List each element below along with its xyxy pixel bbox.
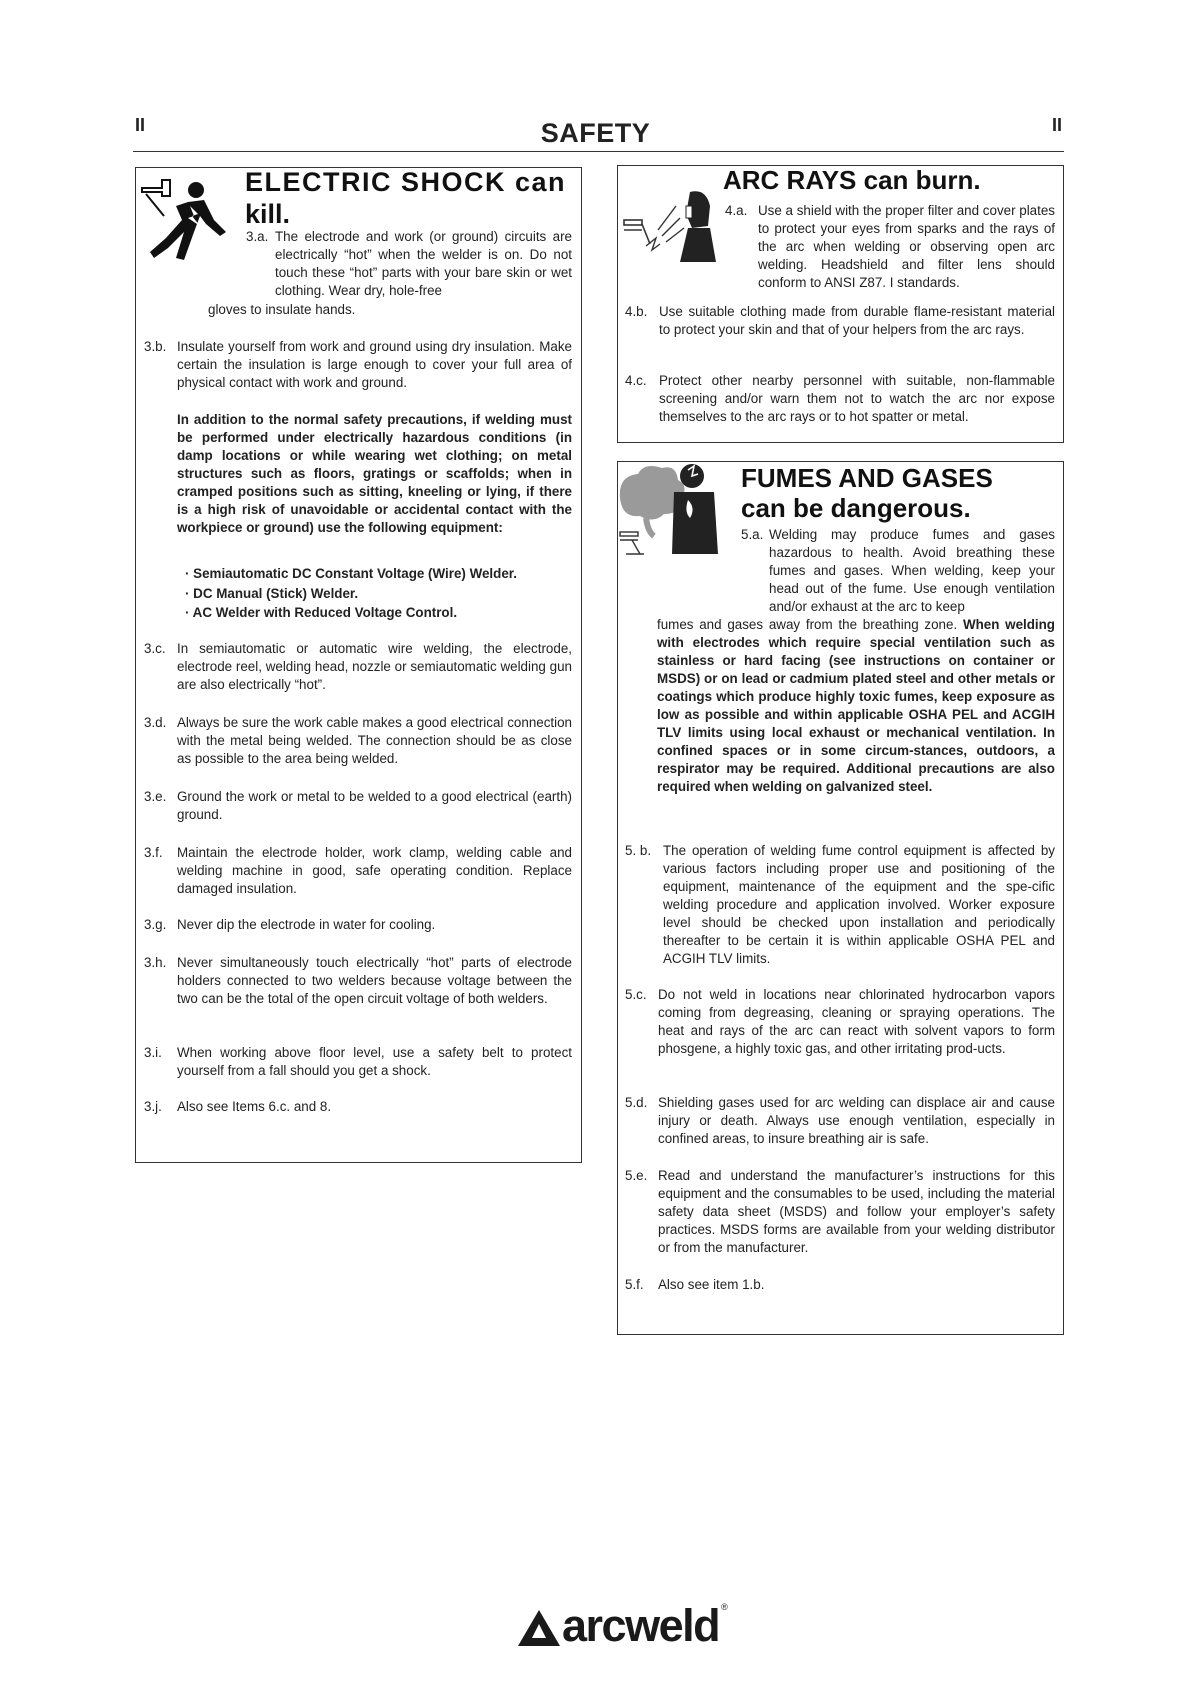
item-3g [144,916,572,934]
fumes-heading-line1: FUMES AND GASES [741,463,993,493]
item-number: 3.i. [144,1045,162,1060]
item-number: 3.c. [144,641,166,656]
fumes-heading-line2: can be dangerous. [741,493,971,523]
page-mark-right: II [1052,115,1063,135]
item-text: Use a shield with the proper filter and cover plates to protect your eyes from sparks and the rays of the arc when welding or observing open arc welding. Headshield and filter lens should conform to ANSI Z87. I standards. [758,203,1055,290]
item-3d [144,714,572,768]
item-text: In semiautomatic or automatic wire welding, the electrode, electrode reel, welding head, nozzle or semiautomatic welding gun are also electrically “hot”. [177,641,572,692]
item-text: The electrode and work (or ground) circuits are electrically “hot” when the welder is on. Do not touch these “hot” parts with your bare skin or wet clothing. Wear dry, hole-free [275,229,572,298]
item-number: 5.e. [625,1168,648,1183]
item-4b [625,303,1055,339]
item-5d [625,1094,1055,1148]
item-4a [725,202,1055,292]
item-text: Never simultaneously touch electrically “hot” parts of electrode holders connected to two welders because voltage between the two can be the total of the open circuit voltage of both welders. [177,955,572,1006]
item-number: 5.a. [741,527,764,542]
item-text: Always be sure the work cable makes a good electrical connection with the metal being welded. The connection should be as close as possible to the area being welded. [177,715,572,766]
arc-rays-welder-icon [620,186,720,262]
item-5c [625,986,1055,1058]
item-text: Also see Items 6.c. and 8. [177,1099,332,1114]
item-number: 5.d. [625,1095,648,1110]
header-rule [133,151,1064,152]
equipment-item: · AC Welder with Reduced Voltage Control. [185,605,458,620]
brand-registered-mark: ® [721,1602,728,1612]
item-number: 3.f. [144,845,163,860]
item-text: When working above floor level, use a safety belt to protect yourself from a fall should you get a shock. [177,1045,572,1078]
arcweld-logo [516,1598,728,1651]
item-3j [144,1098,572,1116]
item-5a-continued-plain: fumes and gases away from the breathing zone. [657,617,963,632]
equipment-item: · DC Manual (Stick) Welder. [185,585,359,601]
item-4c [625,372,1055,426]
shock-heading-line2: kill. [245,199,291,229]
item-text: The operation of welding fume control equipment is affected by various factors including proper use and positioning of the equipment, maintenance of the equipment and the spe-cific welding procedure and application involved. Worker exposure level should be checked upon installation and periodically thereafter to be certain it is within applicable OSHA PEL and ACGIH TLV limits. [663,843,1055,966]
page-mark-left: II [135,115,146,135]
item-number: 3.b. [144,339,167,354]
item-number: 3.e. [144,789,167,804]
fumes-gases-section [617,461,1064,1335]
item-number: 4.c. [625,373,647,388]
equipment-list [185,564,575,623]
item-text: Welding may produce fumes and gases hazardous to health. Avoid breathing these fumes and gases. When welding, keep your head out of the fume. Use enough ventilation and/or exhaust at the arc to keep [769,527,1055,614]
page-title: SAFETY [540,118,651,148]
item-3a [246,228,572,300]
fumes-welder-icon [618,462,726,558]
item-5f [625,1276,1055,1294]
item-3a-continued: gloves to insulate hands. [208,302,356,317]
arc-rays-section [617,165,1064,443]
item-number: 3.j. [144,1099,162,1114]
item-number: 5.c. [625,987,647,1002]
item-number: 5.f. [625,1277,644,1292]
item-text: Maintain the electrode holder, work clamp, welding cable and welding machine in good, safe operating condition. Replace damaged insulation. [177,845,572,896]
item-5a-continued-bold: When welding with electrodes which require special ventilation such as stainless or hard facing (see instructions on container or MSDS) or on lead or cadmium plated steel and other metals or coatings which produce highly toxic fumes, keep exposure as low as possible and within applicable OSHA PEL and ACGIH TLV limits using local exhaust or mechanical ventilation. In confined spaces or in some circum-stances, outdoors, a respirator may be required. Additional precautions are also required when welding on galvanized steel. [657,617,1055,794]
electric-shock-icon [140,176,230,272]
item-5b [625,842,1055,968]
brand-name: arcweld [562,1600,720,1651]
item-text: Ground the work or metal to be welded to a good electrical (earth) ground. [177,789,572,822]
item-text: Shielding gases used for arc welding can displace air and cause injury or death. Always use enough ventilation, especially in confined areas, to insure breathing air is safe. [658,1095,1055,1146]
item-3c [144,640,572,694]
item-5a-continued [657,616,1055,796]
item-3f [144,844,572,898]
equipment-item: · Semiautomatic DC Constant Voltage (Wire) Welder. [185,566,517,581]
item-5e [625,1167,1055,1257]
item-text: Never dip the electrode in water for cooling. [177,917,436,932]
shock-heading-line1: ELECTRIC SHOCK can [245,167,567,197]
item-text: Protect other nearby personnel with suitable, non-flammable screening and/or warn them not to watch the arc nor expose themselves to the arc rays or to hot spatter or metal. [659,373,1055,424]
item-3h [144,954,572,1008]
arc-heading: ARC RAYS can burn. [723,165,981,195]
item-text: Do not weld in locations near chlorinated hydrocarbon vapors coming from degreasing, cleaning or spraying operations. The heat and rays of the arc can react with solvent vapors to form phosgene, a highly toxic gas, and other irritating prod-ucts. [658,987,1055,1056]
item-3i [144,1044,572,1080]
item-number: 4.b. [625,304,648,319]
item-number: 5. b. [625,843,652,858]
item-text: Also see item 1.b. [658,1277,765,1292]
item-number: 3.h. [144,955,167,970]
item-number: 3.a. [246,229,269,244]
electrical-hazard-warning: In addition to the normal safety precautions, if welding must be performed under electrically hazardous conditions (in damp locations or while wearing wet clothing; on metal structures such as floors, gratings or scaffolds; when in cramped positions such as sitting, kneeling or lying, if there is a high risk of unavoidable or accidental contact with the workpiece or ground) use the following equipment: [177,412,572,535]
item-3b [144,338,572,392]
item-3e [144,788,572,824]
item-number: 3.g. [144,917,167,932]
item-5a [741,526,1055,616]
item-text: Read and understand the manufacturer’s instructions for this equipment and the consumables to be used, including the material safety data sheet (MSDS) and follow your employer’s safety practices. MSDS forms are available from your welding distributor or from the manufacturer. [658,1168,1055,1255]
item-text: Use suitable clothing made from durable flame-resistant material to protect your skin and that of your helpers from the arc rays. [659,304,1055,337]
item-number: 4.a. [725,203,748,218]
electric-shock-section [135,167,582,1163]
item-number: 3.d. [144,715,167,730]
arcweld-logo-icon [516,1608,562,1648]
item-text: Insulate yourself from work and ground using dry insulation. Make certain the insulation is large enough to cover your full area of physical contact with work and ground. [177,339,572,390]
